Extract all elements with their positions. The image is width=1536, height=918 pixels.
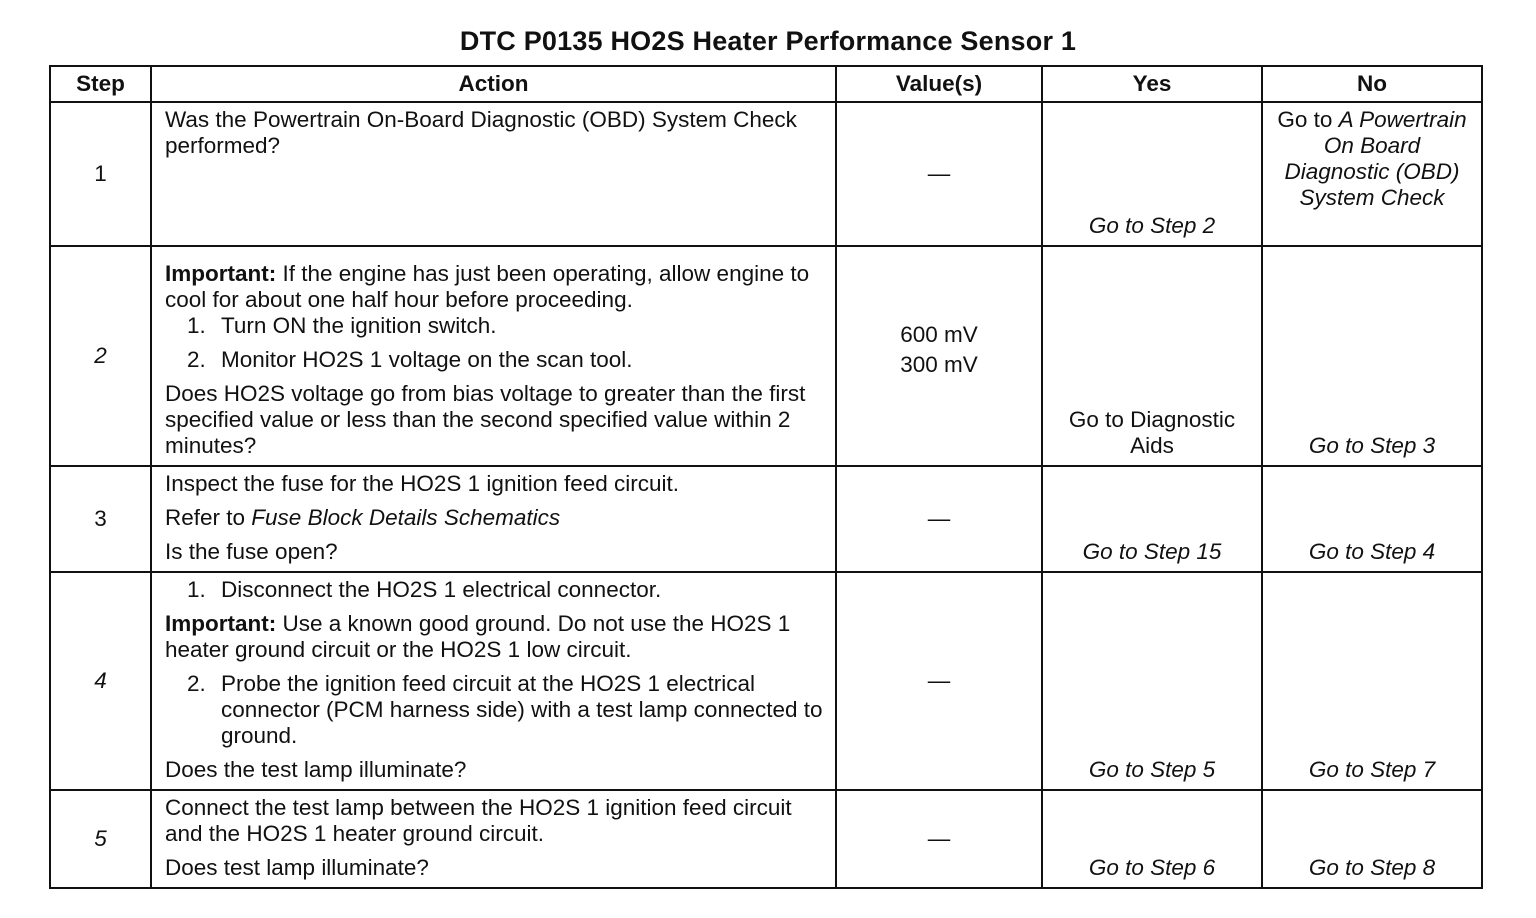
header-no: No — [1262, 66, 1482, 102]
no-cell: Go to Step 3 — [1262, 246, 1482, 466]
action-question: Was the Powertrain On-Board Diagnostic (OBD) System Check performed? — [165, 107, 797, 158]
value-cell: — — [836, 572, 1042, 790]
value-cell: — — [836, 466, 1042, 572]
table-row — [50, 102, 1482, 246]
action-instruction: Connect the test lamp between the HO2S 1 ignition feed circuit and the HO2S 1 heater ground circuit. — [165, 795, 792, 846]
no-cell: Go to Step 7 — [1262, 572, 1482, 790]
action-instruction: Inspect the fuse for the HO2S 1 ignition feed circuit. — [165, 471, 680, 496]
important-label: Important: — [165, 261, 277, 286]
yes-cell: Go to Step 15 — [1042, 466, 1262, 572]
yes-cell: Go to Step 2 — [1042, 102, 1262, 246]
step-number: 3 — [50, 466, 151, 572]
header-step: Step — [50, 66, 151, 102]
yes-cell: Go to Diagnostic Aids — [1042, 246, 1262, 466]
page-title: DTC P0135 HO2S Heater Performance Sensor 1 — [459, 26, 1077, 56]
step-number: 1 — [50, 102, 151, 246]
step-number: 4 — [50, 572, 151, 790]
action-cell — [151, 466, 836, 572]
value-cell — [836, 246, 1042, 466]
important-note — [165, 611, 825, 663]
important-text: Use a known good ground. Do not use the HO2S 1 heater ground circuit or the HO2S 1 low circuit. — [165, 611, 791, 662]
table-header-row — [50, 66, 1482, 102]
header-yes: Yes — [1042, 66, 1262, 102]
action-cell — [151, 572, 836, 790]
numbered-step: 2. Monitor HO2S 1 voltage on the scan tool. — [187, 347, 633, 372]
header-action: Action — [151, 66, 836, 102]
no-prefix: Go to — [1277, 107, 1339, 132]
table-row — [50, 572, 1482, 790]
header-values: Value(s) — [836, 66, 1042, 102]
action-question: Does the test lamp illuminate? — [165, 757, 467, 782]
no-cell: Go to Step 4 — [1262, 466, 1482, 572]
action-cell — [151, 102, 836, 246]
yes-cell: Go to Step 6 — [1042, 790, 1262, 888]
numbered-step: 1. Turn ON the ignition switch. — [187, 313, 497, 338]
step-number: 2 — [50, 246, 151, 466]
value-first: 600 mV — [900, 322, 978, 347]
value-cell: — — [836, 102, 1042, 246]
action-cell — [151, 790, 836, 888]
diagnostic-table — [49, 65, 1483, 889]
no-reference: A Powertrain On Board Diagnostic (OBD) System Check — [1284, 107, 1467, 210]
value-cell: — — [836, 790, 1042, 888]
action-reference: Refer to Fuse Block Details Schematics — [165, 505, 561, 530]
schematic-reference: Fuse Block Details Schematics — [251, 505, 561, 530]
important-note — [165, 261, 825, 313]
no-cell: Go to Step 8 — [1262, 790, 1482, 888]
action-question: Does test lamp illuminate? — [165, 855, 429, 880]
no-cell — [1262, 102, 1482, 246]
table-row — [50, 466, 1482, 572]
value-second: 300 mV — [900, 352, 978, 377]
table-row — [50, 790, 1482, 888]
action-cell — [151, 246, 836, 466]
action-question: Is the fuse open? — [165, 539, 338, 564]
action-question: Does HO2S voltage go from bias voltage to greater than the first specified value or less than the second specified value within 2 minutes? — [165, 381, 806, 458]
numbered-step: 1. Disconnect the HO2S 1 electrical connector. — [187, 577, 662, 602]
numbered-step: 2. Probe the ignition feed circuit at the HO2S 1 electrical connector (PCM harness side) with a test lamp connected to ground. — [187, 671, 823, 748]
important-text: If the engine has just been operating, allow engine to cool for about one half hour before proceeding. — [165, 261, 810, 312]
table-row — [50, 246, 1482, 466]
important-label: Important: — [165, 611, 277, 636]
yes-cell: Go to Step 5 — [1042, 572, 1262, 790]
step-number: 5 — [50, 790, 151, 888]
